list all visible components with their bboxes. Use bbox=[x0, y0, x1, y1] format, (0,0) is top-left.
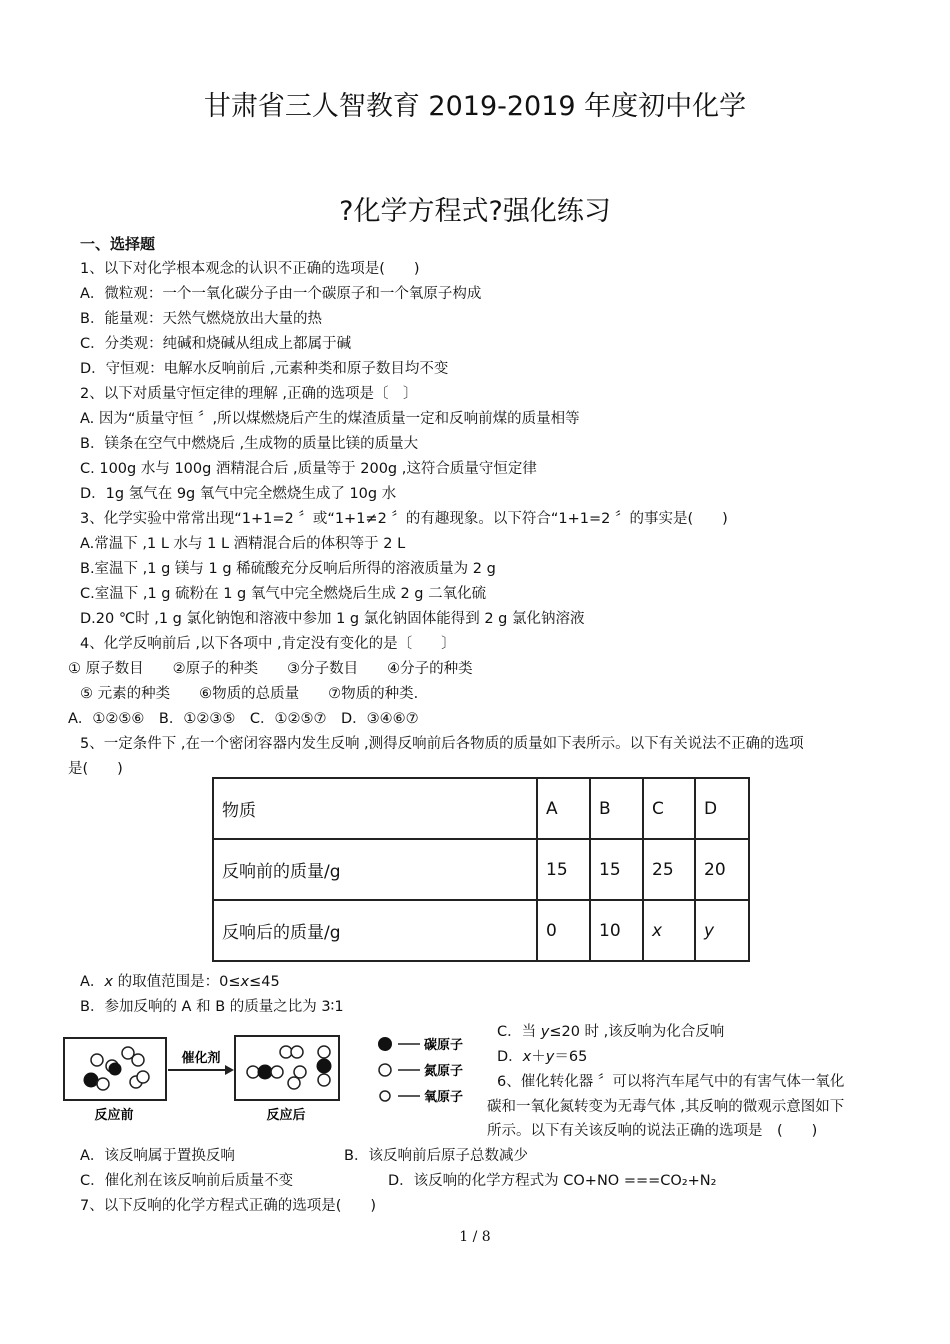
q2-stem: 2、以下对质量守恒定律的理解 ,正确的选项是〔 〕 bbox=[80, 386, 418, 402]
carbon-atom bbox=[109, 1063, 122, 1076]
mass-table bbox=[212, 777, 750, 962]
table-cell: x bbox=[643, 900, 695, 961]
oxygen-atom bbox=[318, 1046, 330, 1058]
q3-option-d: D.20 ℃时 ,1 g 氯化钠饱和溶液中参加 1 g 氯化钠固体能得到 2 g 氯化钠溶液 bbox=[80, 611, 585, 627]
table-row bbox=[213, 839, 749, 900]
oxygen-atom bbox=[288, 1077, 300, 1089]
q6-option-a: A．该反响属于置换反响 bbox=[80, 1148, 235, 1164]
table-cell: 20 bbox=[695, 839, 749, 900]
oxygen-legend-icon bbox=[380, 1091, 390, 1101]
table-cell: 反响前的质量/g bbox=[213, 839, 537, 900]
carbon-legend-icon bbox=[378, 1037, 392, 1051]
variable: x bbox=[240, 974, 250, 990]
table-cell: 0 bbox=[537, 900, 590, 961]
text: 的取值范围是：0≤ bbox=[113, 974, 241, 990]
q6-option-c: C．催化剂在该反响前后质量不变 bbox=[80, 1173, 294, 1189]
q5-stem-cont: 是( ) bbox=[68, 761, 123, 777]
legend-nitrogen: 氮原子 bbox=[424, 1064, 464, 1079]
table-cell: A bbox=[537, 778, 590, 839]
oxygen-atom bbox=[137, 1071, 149, 1083]
table-cell: 10 bbox=[590, 900, 643, 961]
text: C．当 bbox=[497, 1024, 541, 1040]
oxygen-atom bbox=[271, 1066, 283, 1078]
q3-option-a: A.常温下 ,1 L 水与 1 L 酒精混合后的体积等于 2 L bbox=[80, 536, 406, 552]
section-heading: 一、选择题 bbox=[80, 235, 156, 253]
table-cell: 15 bbox=[537, 839, 590, 900]
oxygen-atom bbox=[97, 1078, 109, 1090]
variable: x bbox=[522, 1049, 532, 1065]
q6-stem: 6、催化转化器 〞可以将汽车尾气中的有害气体一氧化 bbox=[497, 1074, 845, 1090]
q4-items-1: ① 原子数目 ②原子的种类 ③分子数目 ④分子的种类 bbox=[68, 661, 473, 677]
q1-option-b: B．能量观：天然气燃烧放出大量的热 bbox=[80, 311, 322, 327]
variable: y bbox=[540, 1024, 550, 1040]
q4-stem: 4、化学反响前后 ,以下各项中 ,肯定没有变化的是〔 〕 bbox=[80, 636, 456, 652]
text: ＋ bbox=[531, 1049, 546, 1065]
q4-items-2: ⑤ 元素的种类 ⑥物质的总质量 ⑦物质的种类． bbox=[80, 686, 429, 702]
nitrogen-legend-icon bbox=[379, 1064, 391, 1076]
nitrogen-atom bbox=[280, 1046, 292, 1058]
q5-stem: 5、一定条件下 ,在一个密闭容器内发生反响 ,测得反响前后各物质的质量如下表所示。以下有关说法不正确的选项 bbox=[80, 736, 804, 752]
carbon-atom bbox=[317, 1059, 332, 1074]
text: A． bbox=[80, 974, 105, 990]
oxygen-atom bbox=[91, 1054, 103, 1066]
q6-stem-cont-2: 所示。以下有关该反响的说法正确的选项是 ( ) bbox=[487, 1123, 818, 1139]
table-row bbox=[213, 778, 749, 839]
carbon-atom bbox=[84, 1073, 99, 1088]
q1-option-c: C．分类观：纯碱和烧碱从组成上都属于碱 bbox=[80, 336, 352, 352]
q2-option-b: B．镁条在空气中燃烧后 ,生成物的质量比镁的质量大 bbox=[80, 436, 419, 452]
nitrogen-atom bbox=[294, 1066, 306, 1078]
text: ≤20 时 ,该反响为化合反响 bbox=[549, 1024, 725, 1040]
table-cell: 物质 bbox=[213, 778, 537, 839]
table-row bbox=[213, 900, 749, 961]
after-label: 反应后 bbox=[266, 1108, 306, 1123]
text: ≤45 bbox=[249, 974, 280, 990]
table-cell: B bbox=[590, 778, 643, 839]
variable: x bbox=[104, 974, 114, 990]
table-cell: 15 bbox=[590, 839, 643, 900]
q5-option-b: B．参加反响的 A 和 B 的质量之比为 3∶1 bbox=[80, 999, 344, 1015]
page-number: 1 / 8 bbox=[459, 1229, 491, 1245]
q7-stem: 7、以下反响的化学方程式正确的选项是( ) bbox=[80, 1198, 377, 1214]
oxygen-atom bbox=[318, 1074, 330, 1086]
q6-option-d: D．该反响的化学方程式为 CO+NO ===CO₂+N₂ bbox=[388, 1173, 717, 1189]
q5-option-d bbox=[497, 1045, 587, 1066]
q3-option-b: B.室温下 ,1 g 镁与 1 g 稀硫酸充分反响后所得的溶液质量为 2 g bbox=[80, 561, 496, 577]
before-label: 反应前 bbox=[94, 1108, 134, 1123]
q1-option-d: D．守恒观：电解水反响前后 ,元素种类和原子数目均不变 bbox=[80, 361, 449, 377]
arrow-head-icon bbox=[225, 1065, 234, 1075]
legend-oxygen: 氧原子 bbox=[424, 1090, 464, 1105]
variable: y bbox=[545, 1049, 555, 1065]
q2-option-d: D．1g 氢气在 9g 氧气中完全燃烧生成了 10g 水 bbox=[80, 486, 397, 502]
nitrogen-atom bbox=[291, 1046, 303, 1058]
q6-stem-cont: 碳和一氧化氮转变为无毒气体 ,其反响的微观示意图如下 bbox=[487, 1099, 845, 1115]
table-cell: C bbox=[643, 778, 695, 839]
table-cell: 反响后的质量/g bbox=[213, 900, 537, 961]
q2-option-a: A. 因为“质量守恒 〞,所以煤燃烧后产生的煤渣质量一定和反响前煤的质量相等 bbox=[80, 411, 580, 427]
q5-option-c bbox=[497, 1020, 724, 1041]
q5-option-a bbox=[80, 970, 280, 991]
page-title: 甘肃省三人智教育 2019-2019 年度初中化学 bbox=[203, 91, 747, 122]
table-cell: D bbox=[695, 778, 749, 839]
reaction-diagram bbox=[60, 1028, 485, 1128]
oxygen-atom bbox=[247, 1066, 259, 1078]
catalyst-label: 催化剂 bbox=[181, 1051, 221, 1066]
q1-stem: 1、以下对化学根本观念的认识不正确的选项是( ) bbox=[80, 261, 420, 277]
oxygen-atom bbox=[132, 1054, 144, 1066]
table-cell: y bbox=[695, 900, 749, 961]
q2-option-c: C. 100g 水与 100g 酒精混合后 ,质量等于 200g ,这符合质量守恒定律 bbox=[80, 461, 537, 477]
q3-stem: 3、化学实验中常常出现“1+1=2 〞或“1+1≠2 〞的有趣现象。以下符合“1+1=2 〞的事实是( ) bbox=[80, 511, 728, 527]
q6-option-b: B．该反响前后原子总数减少 bbox=[344, 1148, 528, 1164]
q1-option-a: A．微粒观：一个一氧化碳分子由一个碳原子和一个氧原子构成 bbox=[80, 286, 482, 302]
page-subtitle: ?化学方程式?强化练习 bbox=[339, 196, 611, 227]
table-cell: 25 bbox=[643, 839, 695, 900]
text: ＝65 bbox=[554, 1049, 588, 1065]
q3-option-c: C.室温下 ,1 g 硫粉在 1 g 氧气中完全燃烧后生成 2 g 二氧化硫 bbox=[80, 586, 487, 602]
text: D． bbox=[497, 1049, 523, 1065]
q4-options: A．①②⑤⑥ B．①②③⑤ C．①②⑤⑦ D．③④⑥⑦ bbox=[68, 711, 419, 727]
legend-carbon: 碳原子 bbox=[424, 1038, 464, 1053]
